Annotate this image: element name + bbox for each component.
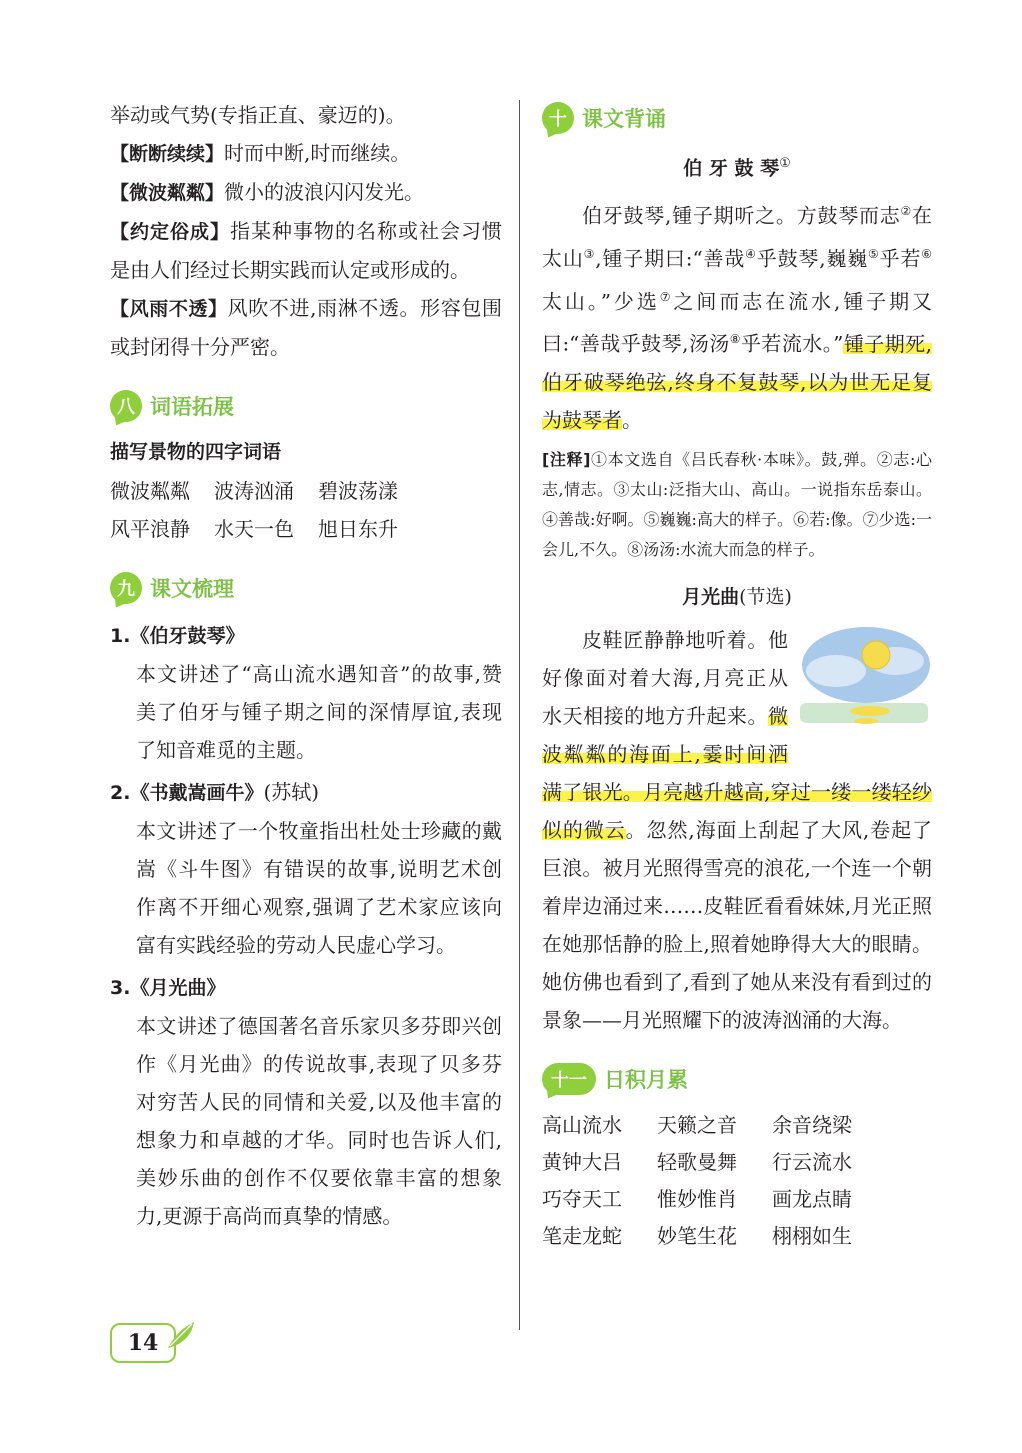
highlighted-text: 锺子期死,伯牙破琴绝弦,终身不复鼓琴,以为世无足复为鼓琴者 [542,331,932,432]
idiom-row: 高山流水 天籁之音 余音绕梁 [542,1112,852,1137]
definition-1: 【断断续续】时而中断,时而继续。 [110,141,411,165]
summary-item-1-title: 1.《伯牙鼓琴》 [110,625,245,647]
section-badge: 九 [110,572,142,604]
section-title: 课文背诵 [582,107,666,131]
excerpt-title: 月光曲(节选) [682,585,792,608]
definition-3: 【约定俗成】指某种事物的名称或社会习惯是由人们经过长期实践而认定或形成的。 [110,219,502,282]
summary-item-2-title: 2.《书戴嵩画牛》(苏轼) [110,780,320,804]
lead-line: 举动或气势(专指正直、豪迈的)。 [110,103,406,127]
section-badge: 十一 [542,1063,596,1095]
summary-item-1-body: 本文讲述了“高山流水遇知音”的故事,赞美了伯牙与锺子期之间的深情厚谊,表现了知音难觅的主题。 [136,662,502,762]
idiom-row: 巧夺天工 惟妙惟肖 画龙点睛 [542,1186,852,1211]
poem-text: 伯牙鼓琴,锺子期听之。方鼓琴而志②在太山③,锺子期曰:“善哉④乎鼓琴,巍巍⑤乎若⑥太山。”少选⑦之间而志在流水,锺子期又曰:“善哉乎鼓琴,汤汤⑧乎若流水。”锺子期死,伯牙破琴绝弦,终身不复鼓琴,以为世无足复为鼓琴者。 [542,203,933,432]
annotation: [注释]①本文选自《吕氏春秋·本味》。鼓,弹。②志:心志,情志。③太山:泛指大山、高山。一说指东岳泰山。④善哉:好啊。⑤巍巍:高大的样子。⑥若:像。⑦少选:一会儿,不久。⑧汤汤:水流大而急的样子。 [542,449,932,559]
section-10-header [542,100,932,136]
section-title: 课文梳理 [150,577,234,601]
word-row-1: 微波粼粼 波涛汹涌 碧波荡漾 [110,479,398,503]
poem-title: 伯 牙 鼓 琴① [683,156,791,180]
summary-item-2-body: 本文讲述了一个牧童指出杜处士珍藏的戴嵩《斗牛图》有错误的故事,说明艺术创作离不开细心观察,强调了艺术家应该向富有实践经验的劳动人民虚心学习。 [136,819,502,957]
highlighted-text: 微波粼粼的海面上,霎时间洒满了银光。月亮越升越高,穿过一缕一缕轻纱似的微云 [542,703,932,842]
word-row-2: 风平浪静 水天一色 旭日东升 [110,517,398,541]
page-number: 14 [110,1323,176,1363]
idiom-list [542,1107,932,1255]
section-title: 词语拓展 [150,395,234,419]
subsection-title: 描写景物的四字词语 [110,441,282,463]
moonlit-sea-illustration [796,621,932,739]
definition-2: 【微波粼粼】微小的波浪闪闪发光。 [110,180,425,204]
section-11-header [542,1061,932,1097]
right-column [542,96,932,1255]
idiom-row: 笔走龙蛇 妙笔生花 栩栩如生 [542,1223,852,1248]
excerpt-text: 皮鞋匠静静地听着。他好像面对着大海,月亮正从水天相接的地方升起来。微波粼粼的海面上,霎时间洒满了银光。月亮越升越高,穿过一缕一缕轻纱似的微云。忽然,海面上刮起了大风,卷起了巨浪。被月光照得雪亮的浪花,一个连一个朝着岸边涌过来……皮鞋匠看看妹妹,月光正照在她那恬静的脸上,照着她睁得大大的眼睛。她仿佛也看到了,看到了她从来没有看到过的景象——月光照耀下的波涛汹涌的大海。 [542,627,932,1032]
section-title: 日积月累 [604,1067,688,1092]
section-badge: 八 [110,390,142,422]
summary-item-3-body: 本文讲述了德国著名音乐家贝多芬即兴创作《月光曲》的传说故事,表现了贝多芬对穷苦人民的同情和关爱,以及他丰富的想象力和卓越的才华。同时也告诉人们,美妙乐曲的创作不仅要依靠丰富的想象力,更源于高尚而真挚的情感。 [136,1014,502,1228]
summary-item-3-title: 3.《月光曲》 [110,977,226,999]
excerpt-text-block [542,621,932,1039]
idiom-row: 黄钟大吕 轻歌曼舞 行云流水 [542,1149,852,1174]
section-badge: 十 [542,102,574,134]
section-8-header [110,388,502,424]
column-divider [519,100,520,1330]
leaf-icon [164,1318,198,1352]
definition-4: 【风雨不透】风吹不进,雨淋不透。形容包围或封闭得十分严密。 [110,296,502,359]
left-column [110,96,502,1239]
section-9-header [110,570,502,606]
